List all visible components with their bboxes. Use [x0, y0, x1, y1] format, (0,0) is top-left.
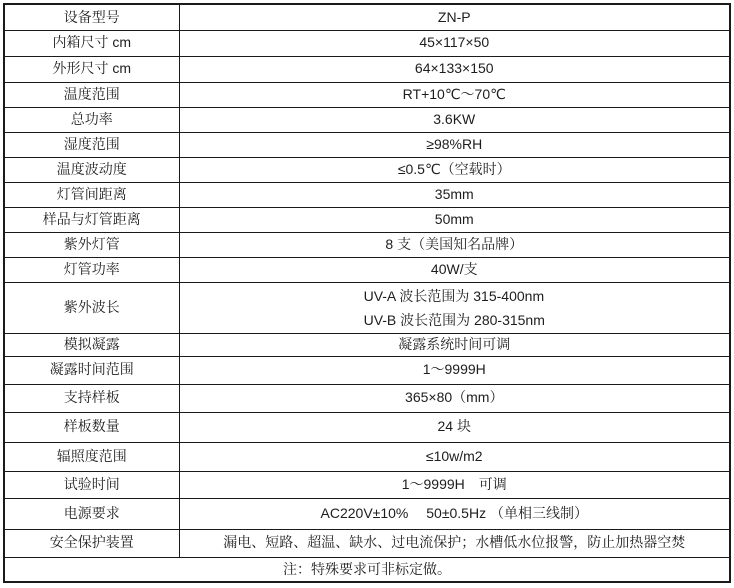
spec-value-cell: 64×133×150: [179, 56, 730, 82]
spec-value-cell: 45×117×50: [179, 30, 730, 56]
spec-row-lamp-spacing: [4, 182, 730, 207]
spec-value-cell: 24 块: [179, 412, 730, 442]
spec-label-cell: 内箱尺寸 cm: [4, 30, 179, 56]
spec-value-cell: 40W/支: [179, 257, 730, 282]
spec-label-cell: 设备型号: [4, 4, 179, 30]
spec-row-outer-size: [4, 56, 730, 82]
spec-label-cell: 样板数量: [4, 412, 179, 442]
spec-value-cell: 8 支（美国知名品牌）: [179, 232, 730, 257]
spec-row-irradiance-range: [4, 442, 730, 471]
note-text: 注：特殊要求可非标定做。: [4, 557, 730, 582]
spec-row-sample-lamp-distance: [4, 207, 730, 232]
spec-value-cell: 1～9999H: [179, 356, 730, 384]
spec-value-cell: 35mm: [179, 182, 730, 207]
spec-table: [3, 3, 731, 583]
spec-label-cell: 样品与灯管距离: [4, 207, 179, 232]
spec-value-cell: 50mm: [179, 207, 730, 232]
spec-row-inner-size: [4, 30, 730, 56]
spec-row-humidity-range: [4, 132, 730, 157]
spec-label-cell: 紫外波长: [4, 282, 179, 333]
spec-label-cell: 温度波动度: [4, 157, 179, 182]
spec-value-cell: ZN-P: [179, 4, 730, 30]
spec-row-temp-fluctuation: [4, 157, 730, 182]
spec-label-cell: 辐照度范围: [4, 442, 179, 471]
spec-label-cell: 支持样板: [4, 384, 179, 412]
spec-value-cell: AC220V±10% 50±0.5Hz （单相三线制）: [179, 498, 730, 529]
spec-value-cell: RT+10℃～70℃: [179, 82, 730, 107]
spec-label-cell: 凝露时间范围: [4, 356, 179, 384]
uv-b-line: UV-B 波长范围为 280-315nm: [363, 311, 545, 328]
spec-row-simulated-condensation: [4, 333, 730, 356]
spec-row-condensation-time: [4, 356, 730, 384]
spec-row-temp-range: [4, 82, 730, 107]
spec-value-cell: 3.6KW: [179, 107, 730, 132]
spec-value-cell: ≥98%RH: [179, 132, 730, 157]
spec-value-cell: 凝露系统时间可调: [179, 333, 730, 356]
spec-row-plate-quantity: [4, 412, 730, 442]
spec-label-cell: 电源要求: [4, 498, 179, 529]
spec-value-cell: ≤10w/m2: [179, 442, 730, 471]
spec-row-safety-protection: [4, 529, 730, 557]
spec-label-cell: 外形尺寸 cm: [4, 56, 179, 82]
spec-row-device-model: [4, 4, 730, 30]
spec-value-cell: [179, 282, 730, 333]
spec-row-lamp-power: [4, 257, 730, 282]
spec-row-uv-wavelength: [4, 282, 730, 333]
spec-label-cell: 总功率: [4, 107, 179, 132]
spec-row-total-power: [4, 107, 730, 132]
spec-row-power-requirement: [4, 498, 730, 529]
spec-label-cell: 温度范围: [4, 82, 179, 107]
note-row: [4, 557, 730, 582]
spec-label-cell: 模拟凝露: [4, 333, 179, 356]
spec-value-cell: 1～9999H 可调: [179, 471, 730, 498]
spec-row-sample-plate: [4, 384, 730, 412]
spec-label-cell: 湿度范围: [4, 132, 179, 157]
spec-label-cell: 紫外灯管: [4, 232, 179, 257]
spec-value-cell: 漏电、短路、超温、缺水、过电流保护；水槽低水位报警，防止加热器空焚: [179, 529, 730, 557]
spec-row-uv-lamps: [4, 232, 730, 257]
spec-label-cell: 安全保护装置: [4, 529, 179, 557]
spec-label-cell: 试验时间: [4, 471, 179, 498]
spec-value-cell: ≤0.5℃（空载时）: [179, 157, 730, 182]
spec-label-cell: 灯管功率: [4, 257, 179, 282]
uv-a-line: UV-A 波长范围为 315-400nm: [363, 287, 545, 304]
spec-row-test-time: [4, 471, 730, 498]
spec-value-cell: 365×80（mm）: [179, 384, 730, 412]
spec-label-cell: 灯管间距离: [4, 182, 179, 207]
uv-wavelength-lines: [364, 284, 545, 332]
